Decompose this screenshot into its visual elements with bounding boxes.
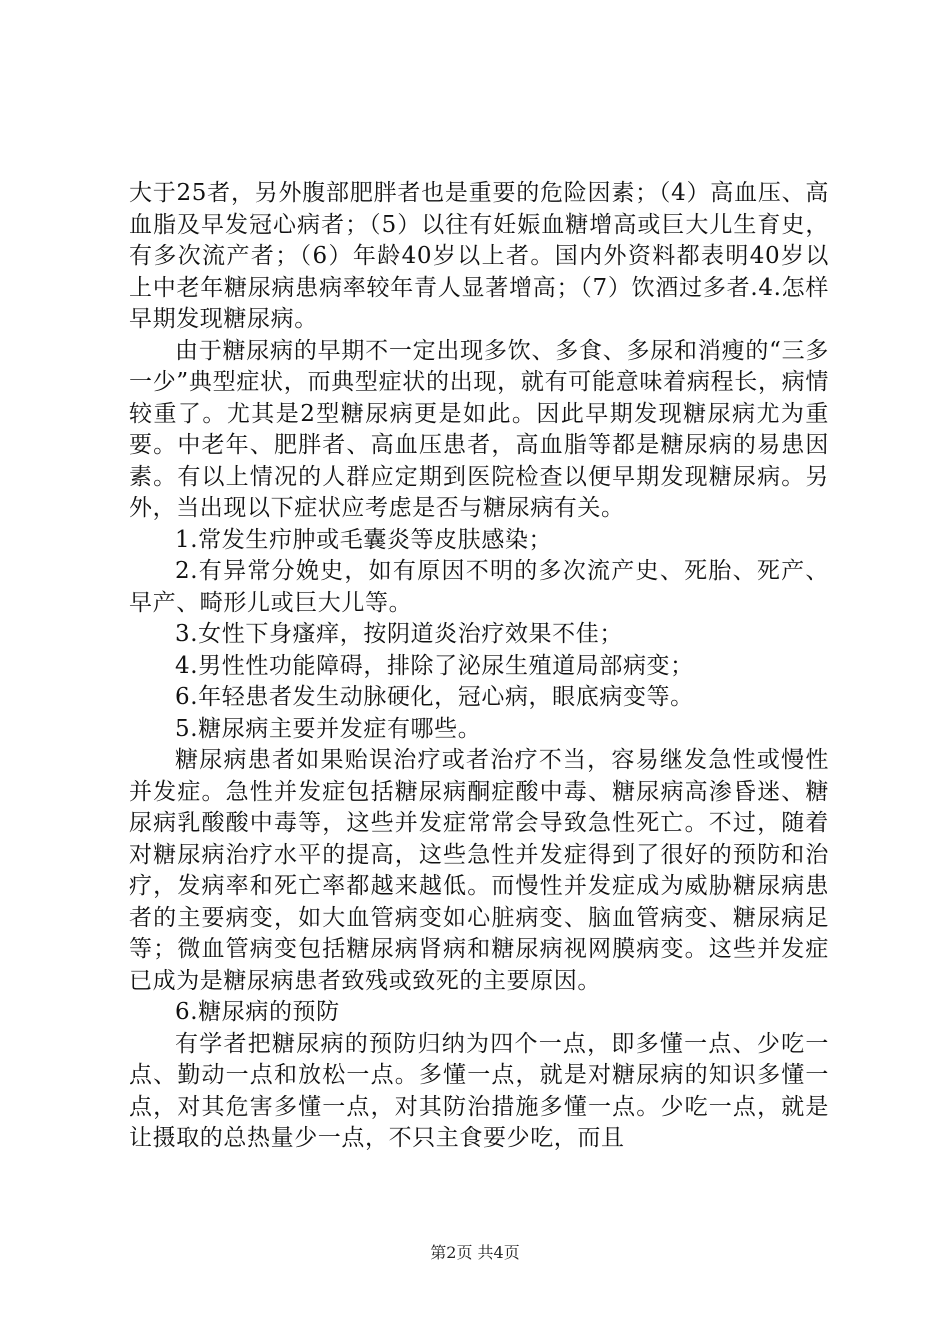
list-item-itching: 3.女性下身瘙痒，按阴道炎治疗效果不佳； [175, 621, 623, 647]
paragraph-early-detection: 由于糖尿病的早期不一定出现多饮、多食、多尿和消瘦的“三多一少”典型症状，而典型症状的出现，就有可能意味着病程长，病情较重了。尤其是2型糖尿病更是如此。因此早期发现糖尿病尤为重要。中老年、肥胖者、高血压患者，高血脂等都是糖尿病的易患因素。有以上情况的人群应定期到医院检查以便早期发现糖尿病。另外，当出现以下症状应考虑是否与糖尿病有关。 [129, 337, 829, 521]
list-item-skin-infection: 1.常发生疖肿或毛囊炎等皮肤感染； [175, 526, 553, 553]
list-item-male-dysfunction: 4.男性性功能障碍，排除了泌尿生殖道局部病变； [175, 652, 694, 679]
paragraph-complications: 糖尿病患者如果贻误治疗或者治疗不当，容易继发急性或慢性并发症。急性并发症包括糖尿病酮症酸中毒、糖尿病高渗昏迷、糖尿病乳酸酸中毒等，这些并发症常常会导致急性死亡。不过，随着对糖尿病治疗水平的提高，这些急性并发症得到了很好的预防和治疗，发病率和死亡率都越来越低。而慢性并发症成为威胁糖尿病患者的主要病变，如大血管病变如心脏病变、脑血管病变、糖尿病足等；微血管病变包括糖尿病肾病和糖尿病视网膜病变。这些并发症已成为是糖尿病患者致残或致死的主要原因。 [129, 747, 829, 994]
list-item-abnormal-delivery: 2.有异常分娩史，如有原因不明的多次流产史、死胎、死产、早产、畸形儿或巨大儿等。 [129, 558, 829, 616]
paragraph-risk-factors: 大于25者，另外腹部肥胖者也是重要的危险因素；（4）高血压、高血脂及早发冠心病者；（5）以往有妊娠血糖增高或巨大儿生育史，有多次流产者；（6）年龄40岁以上者。国内外资料都表明40岁以上中老年糖尿病患病率较年青人显著增高；（7）饮酒过多者.4.怎样早期发现糖尿病。 [129, 180, 829, 332]
list-item-arteriosclerosis: 6.年轻患者发生动脉硬化，冠心病，眼底病变等。 [175, 684, 694, 710]
section-heading-complications: 5.糖尿病主要并发症有哪些。 [175, 715, 482, 742]
paragraph-prevention: 有学者把糖尿病的预防归纳为四个一点，即多懂一点、少吃一点、勤动一点和放松一点。多懂一点，就是对糖尿病的知识多懂一点，对其危害多懂一点，对其防治措施多懂一点。少吃一点，就是让摄取的总热量少一点，不只主食要少吃，而且 [129, 1030, 829, 1151]
section-heading-prevention: 6.糖尿病的预防 [175, 999, 340, 1025]
document-body [129, 178, 829, 1155]
page-number-footer: 第2页 共4页 [430, 1243, 520, 1262]
